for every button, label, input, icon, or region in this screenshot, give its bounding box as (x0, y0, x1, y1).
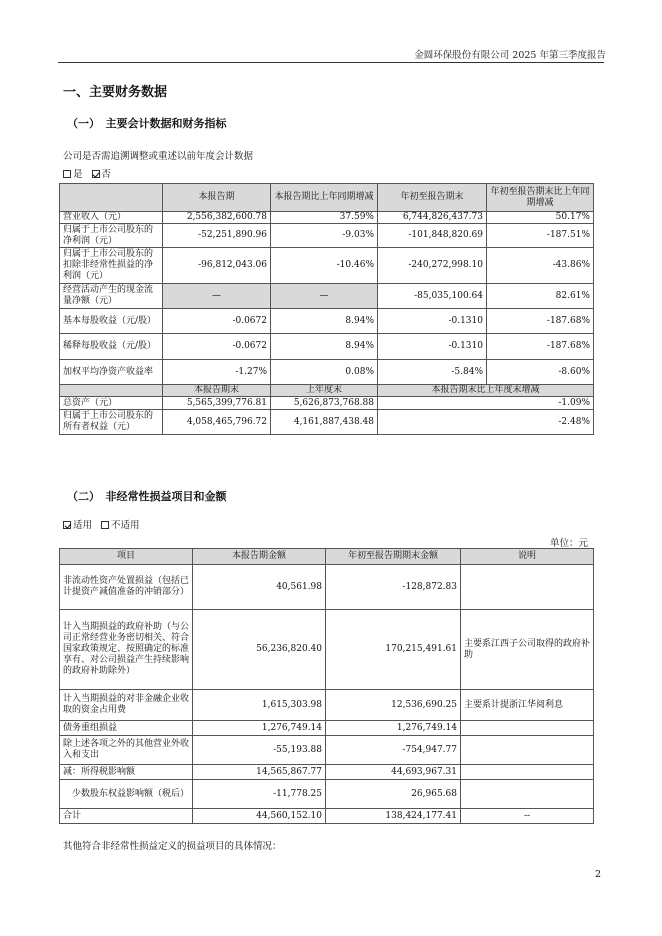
subsection-title-1: （一） 主要会计数据和财务指标 (67, 117, 227, 130)
table-row (60, 780, 594, 809)
cell: 4,161,887,438.48 (271, 410, 378, 435)
header-blank (60, 184, 163, 212)
restatement-question: 公司是否需追溯调整或重述以前年度会计数据 (63, 151, 254, 162)
cell: -0.0672 (163, 309, 271, 334)
cell: -9.03% (271, 224, 378, 248)
table-row (60, 212, 594, 224)
cell: -1.09% (378, 397, 594, 410)
cell: -- (461, 809, 594, 824)
cell: -11,778.25 (193, 780, 326, 809)
row-label: 营业收入（元） (60, 212, 163, 224)
cell (461, 780, 594, 809)
cell: -5.84% (378, 360, 487, 385)
subsection-title-2: （二） 非经常性损益项目和金额 (67, 490, 227, 503)
table-header-row (60, 549, 594, 565)
cell: 5,565,399,776.81 (163, 397, 271, 410)
row-label: 少数股东权益影响额（税后） (60, 780, 193, 809)
cell: 1,615,303.98 (193, 690, 326, 721)
row-label: 计入当期损益的对非金融企业收取的资金占用费 (60, 690, 193, 721)
cell: 44,693,967.31 (326, 765, 461, 780)
cell: 50.17% (487, 212, 594, 224)
cell: -187.51% (487, 224, 594, 248)
cell: 6,744,826,437.73 (378, 212, 487, 224)
header-cell: 说明 (461, 549, 594, 565)
header-cell: 本报告期末比上年度末增减 (378, 385, 594, 397)
cell: 56,236,820.40 (193, 610, 326, 690)
section-title: 一、主要财务数据 (63, 85, 168, 100)
non-recurring-items-table (59, 548, 594, 824)
cell: 主要系江西子公司取得的政府补助 (461, 610, 594, 690)
cell: -128,872.83 (326, 565, 461, 610)
row-label: 计入当期损益的政府补助（与公司正常经营业务密切相关、符合国家政策规定、按照确定的标准享有、对公司损益产生持续影响的政府补助除外） (60, 610, 193, 690)
header-cell: 本报告期比上年同期增减 (271, 184, 378, 212)
header-cell: 本报告期 (163, 184, 271, 212)
cell: 2,556,382,600.78 (163, 212, 271, 224)
cell (461, 736, 594, 765)
table-row (60, 765, 594, 780)
cell: 82.61% (487, 284, 594, 309)
page-number: 2 (594, 869, 601, 880)
cell: 14,565,867.77 (193, 765, 326, 780)
cell: 12,536,690.25 (326, 690, 461, 721)
row-label: 归属于上市公司股东的所有者权益（元） (60, 410, 163, 435)
cell: 8.94% (271, 334, 378, 360)
key-financial-data-table (59, 183, 594, 435)
cell: -101,848,820.69 (378, 224, 487, 248)
cell: -96,812,043.06 (163, 248, 271, 284)
no-label: 否 (101, 169, 112, 180)
cell: -0.0672 (163, 334, 271, 360)
cell: 主要系计提浙江华阅利息 (461, 690, 594, 721)
unit-label: 单位：元 (549, 538, 588, 549)
cell: 5,626,873,768.88 (271, 397, 378, 410)
row-label: 归属于上市公司股东的扣除非经常性损益的净利润（元） (60, 248, 163, 284)
header-cell: 年初至报告期末比上年同期增减 (487, 184, 594, 212)
table-row (60, 284, 594, 309)
cell: -8.60% (487, 360, 594, 385)
table-total-row (60, 809, 594, 824)
cell: 4,058,465,796.72 (163, 410, 271, 435)
cell: -52,251,890.96 (163, 224, 271, 248)
row-label: 债务重组损益 (60, 721, 193, 736)
applicable-label: 适用 (73, 520, 93, 531)
row-label: 基本每股收益（元/股） (60, 309, 163, 334)
row-label: 归属于上市公司股东的净利润（元） (60, 224, 163, 248)
table-row (60, 397, 594, 410)
cell: -43.86% (487, 248, 594, 284)
row-label: 非流动性资产处置损益（包括已计提资产减值准备的冲销部分） (60, 565, 193, 610)
cell: -754,947.77 (326, 736, 461, 765)
table-row (60, 360, 594, 385)
not-applicable-label: 不适用 (111, 520, 140, 531)
cell: 37.59% (271, 212, 378, 224)
page-header: 金圆环保股份有限公司 2025 年第三季度报告 (414, 50, 606, 61)
table-header-row (60, 184, 594, 212)
header-blank (60, 385, 163, 397)
header-cell: 上年度末 (271, 385, 378, 397)
cell: -85,035,100.64 (378, 284, 487, 309)
header-cell: 本报告期金额 (193, 549, 326, 565)
yes-label: 是 (73, 169, 83, 180)
table-row (60, 721, 594, 736)
table-row (60, 610, 594, 690)
not-applicable-checkbox[interactable] (101, 521, 109, 529)
cell: -2.48% (378, 410, 594, 435)
restatement-options (63, 166, 111, 180)
header-cell: 项目 (60, 549, 193, 565)
cell: 44,560,152.10 (193, 809, 326, 824)
cell (461, 721, 594, 736)
cell: 1,276,749.14 (326, 721, 461, 736)
no-checkbox[interactable] (92, 170, 100, 178)
row-label: 加权平均净资产收益率 (60, 360, 163, 385)
applicability-options (63, 517, 140, 531)
table-row (60, 410, 594, 435)
cell: 170,215,491.61 (326, 610, 461, 690)
table-row (60, 565, 594, 610)
cell: 1,276,749.14 (193, 721, 326, 736)
cell: — (271, 284, 378, 309)
cell: 8.94% (271, 309, 378, 334)
header-cell: 年初至报告期期末金额 (326, 549, 461, 565)
cell: -187.68% (487, 334, 594, 360)
cell: -1.27% (163, 360, 271, 385)
cell (461, 765, 594, 780)
cell: -0.1310 (378, 334, 487, 360)
header-cell: 年初至报告期末 (378, 184, 487, 212)
cell: 0.08% (271, 360, 378, 385)
cell: -187.68% (487, 309, 594, 334)
row-label: 减：所得税影响额 (60, 765, 193, 780)
table-row (60, 690, 594, 721)
footnote: 其他符合非经常性损益定义的损益项目的具体情况： (63, 841, 282, 852)
header-rule (58, 62, 604, 63)
table-row (60, 309, 594, 334)
table-subheader-row (60, 385, 594, 397)
table-row (60, 334, 594, 360)
table-row (60, 248, 594, 284)
cell (461, 565, 594, 610)
cell: 40,561.98 (193, 565, 326, 610)
row-label: 经营活动产生的现金流量净额（元） (60, 284, 163, 309)
row-label: 合计 (60, 809, 193, 824)
cell: 26,965.68 (326, 780, 461, 809)
table-row (60, 224, 594, 248)
cell: -0.1310 (378, 309, 487, 334)
header-cell: 本报告期末 (163, 385, 271, 397)
cell: -10.46% (271, 248, 378, 284)
table-row (60, 736, 594, 765)
cell: 138,424,177.41 (326, 809, 461, 824)
row-label: 稀释每股收益（元/股） (60, 334, 163, 360)
cell: -55,193.88 (193, 736, 326, 765)
cell: -240,272,998.10 (378, 248, 487, 284)
applicable-checkbox[interactable] (63, 521, 71, 529)
row-label: 除上述各项之外的其他营业外收入和支出 (60, 736, 193, 765)
cell: — (163, 284, 271, 309)
row-label: 总资产（元） (60, 397, 163, 410)
yes-checkbox[interactable] (63, 170, 71, 178)
